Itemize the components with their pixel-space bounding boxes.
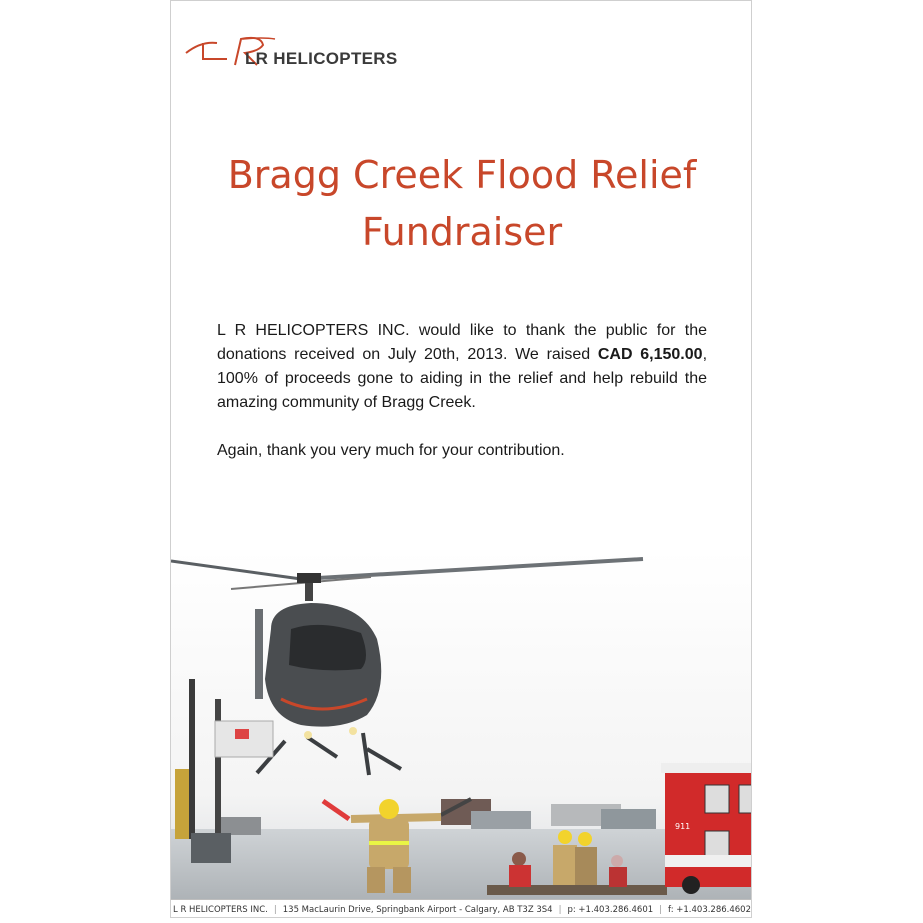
ambulance <box>661 763 752 894</box>
footer-fax: f: +1.403.286.4602 <box>668 905 751 915</box>
page-title <box>171 147 752 261</box>
helicopter-rescue-photo <box>171 549 752 899</box>
logo-text: LR HELICOPTERS <box>245 49 398 68</box>
amount-raised: CAD 6,150.00 <box>597 346 703 363</box>
footer-separator: | <box>273 905 277 915</box>
footer-address: 135 MacLaurin Drive, Springbank Airport - Calgary, AB T3Z 3S4 <box>282 905 553 915</box>
thanks-paragraph <box>217 319 707 415</box>
closing-paragraph: Again, thank you very much for your contribution. <box>217 442 565 459</box>
footer <box>171 899 752 918</box>
body-text <box>217 319 707 487</box>
thanks-text-end: , 100% of proceeds gone to aiding in the relief and help rebuild the amazing community of Bragg Creek. <box>217 346 708 411</box>
footer-company: L R HELICOPTERS INC. <box>173 905 268 915</box>
company-logo <box>183 31 423 75</box>
footer-phone: p: +1.403.286.4601 <box>567 905 654 915</box>
ambulance-unit-label: 911 <box>675 822 691 831</box>
title-line-2: Fundraiser <box>361 210 563 254</box>
footer-separator: | <box>659 905 663 915</box>
flyer-page <box>170 0 752 918</box>
title-line-1: Bragg Creek Flood Relief <box>227 153 697 197</box>
footer-separator: | <box>558 905 562 915</box>
thanks-text-start: L R HELICOPTERS INC. would like to thank the public for the donations received on July 20th, 2013. We raised <box>217 322 707 363</box>
